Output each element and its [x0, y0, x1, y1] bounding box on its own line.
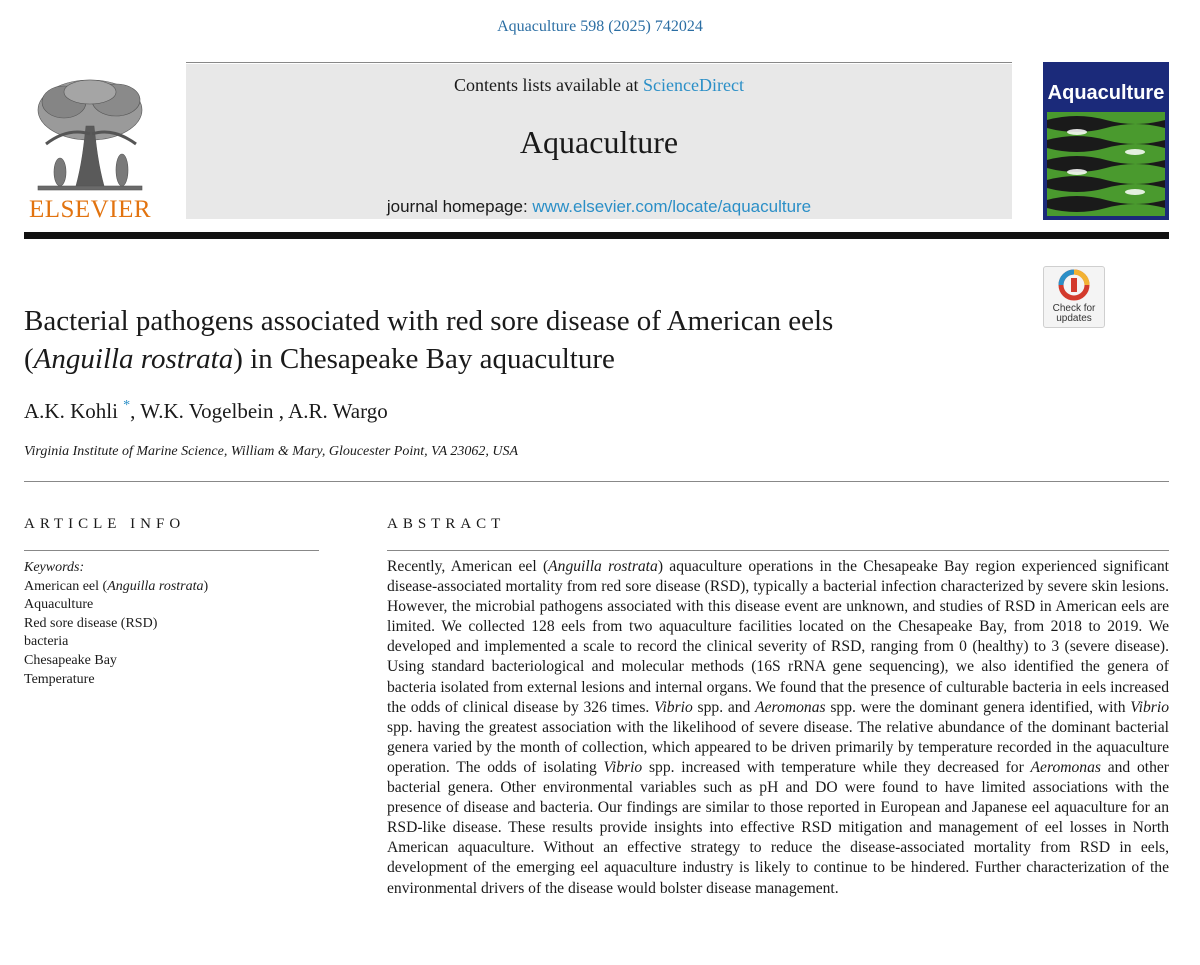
header-divider: [186, 62, 1012, 63]
journal-masthead: [186, 64, 1012, 219]
author-separator: ,: [273, 399, 289, 423]
check-updates-label: Check for updates: [1052, 303, 1096, 324]
journal-name: Aquaculture: [519, 124, 679, 160]
cover-art-pattern: [1047, 112, 1165, 216]
header-thick-rule: [24, 232, 1169, 239]
elsevier-wordmark: ELSEVIER: [28, 196, 152, 223]
keyword-item: American eel (Anguilla rostrata): [24, 578, 209, 594]
keywords-label: Keywords:: [24, 560, 85, 575]
author-wargo[interactable]: A.R. Wargo: [288, 399, 388, 423]
section-divider: [24, 481, 1169, 482]
check-updates-icon: [1044, 267, 1104, 303]
cover-title: Aquaculture: [1047, 82, 1165, 104]
check-for-updates-button[interactable]: [1043, 266, 1105, 328]
journal-homepage-link[interactable]: www.elsevier.com/locate/aquaculture: [532, 197, 812, 216]
keyword-item: Aquaculture: [24, 597, 94, 613]
author-kohli[interactable]: A.K. Kohli: [24, 399, 118, 423]
title-part1: Bacterial pathogens associated with red sore disease of American eels: [24, 305, 834, 337]
keywords-list: [24, 559, 324, 689]
article-info-heading: ARTICLE INFO: [24, 516, 186, 532]
journal-citation-link[interactable]: Aquaculture 598 (2025) 742024: [497, 18, 703, 35]
abstract-rule: [387, 550, 1169, 551]
author-separator: ,: [130, 399, 141, 423]
sciencedirect-link[interactable]: ScienceDirect: [643, 75, 744, 95]
abstract-heading: ABSTRACT: [387, 516, 506, 532]
title-open-paren: (: [24, 343, 34, 375]
keyword-item: Red sore disease (RSD): [24, 615, 158, 631]
author-affiliation: Virginia Institute of Marine Science, William & Mary, Gloucester Point, VA 23062, USA: [24, 444, 519, 459]
keyword-item: Chesapeake Bay: [24, 652, 117, 668]
homepage-prefix: journal homepage:: [386, 197, 533, 216]
homepage-line: [186, 197, 1012, 217]
author-vogelbein[interactable]: W.K. Vogelbein: [140, 399, 274, 423]
article-title: [24, 302, 1024, 378]
contents-prefix: Contents lists available at: [454, 75, 643, 95]
author-list: [24, 398, 388, 424]
contents-line: [186, 75, 1012, 96]
title-species: Anguilla rostrata: [33, 343, 234, 375]
corresponding-author-mark[interactable]: *: [123, 398, 131, 413]
keyword-item: Temperature: [24, 671, 95, 687]
abstract-body: Recently, American eel (Anguilla rostrata) aquaculture operations in the Chesapeake Bay region experienced significant disease-associated mortality from red sore disease (RSD), typically a bacterial infection characterized by severe skin lesions. However, the microbial pathogens associated with this disease event are unknown, and studies of RSD in American eels are limited. We collected 128 eels from two aquaculture facilities located on the Chesapeake Bay, from 2018 to 2019. We developed and implemented a scale to record the clinical severity of RSD, ranging from 0 (healthy) to 3 (severe disease). Using standard bacteriological and molecular methods (16S rRNA gene sequencing), we also identified the genera of bacteria isolated from external lesions and internal organs. We found that the presence of culturable bacteria in eels increased the odds of clinical disease by 326 times. Vibrio spp. and Aeromonas spp. were the dominant genera identified, with Vibrio spp. having the greatest association with the likelihood of severe disease. The relative abundance of the dominant bacterial genera varied by the month of collection, which appeared to be driven primarily by temperature recorded in the aquaculture operation. The odds of isolating Vibrio spp. increased with temperature while they decreased for Aeromonas and other bacterial genera. Other environmental variables such as pH and DO were found to have limited associations with the presence of disease and bacteria. Our findings are similar to those reported in European and Japanese eel aquaculture for an RSD-like disease. These results provide insights into effective RSD mitigation and management of eel losses in North American aquaculture. Without an effective strategy to reduce the disease-associated mortality from RSD in eels, development of the emerging eel aquaculture industry is likely to continue to be hindered. Further characterization of the environmental drivers of the disease would bolster disease management.: [387, 558, 1169, 897]
keyword-item: bacteria: [24, 634, 69, 650]
title-part2: ) in Chesapeake Bay aquaculture: [233, 343, 615, 375]
article-info-rule: [24, 550, 319, 551]
journal-cover-image[interactable]: [1043, 62, 1169, 220]
